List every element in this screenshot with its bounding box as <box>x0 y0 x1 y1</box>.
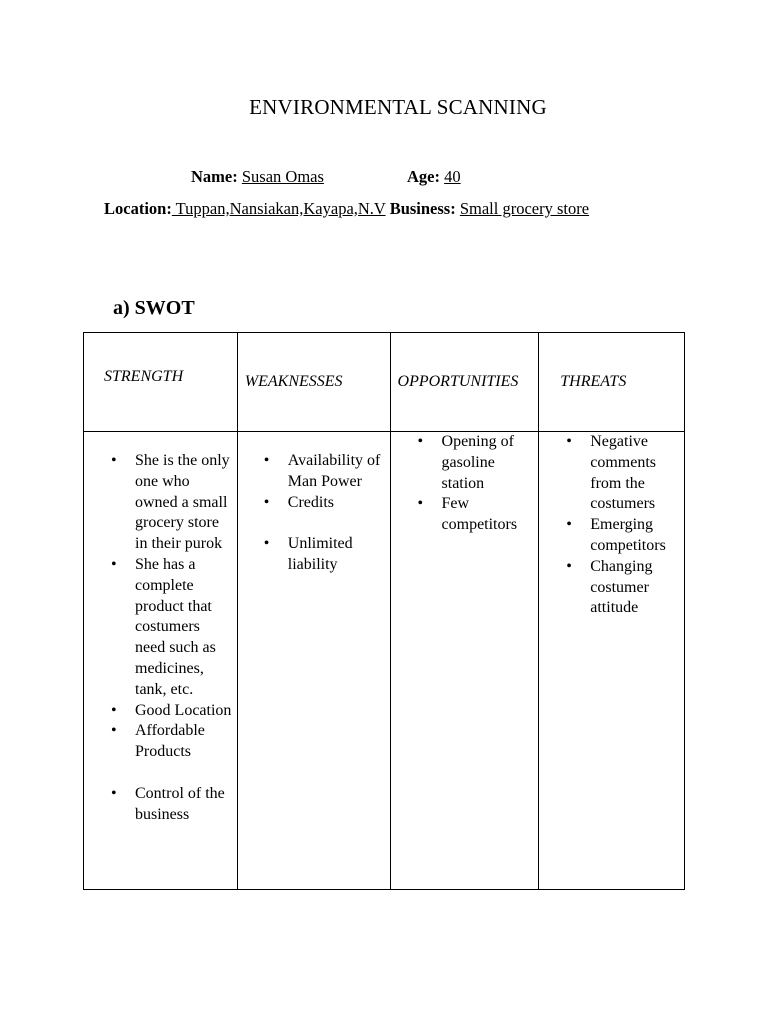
age-group <box>407 167 461 187</box>
list-item: • Emerging competitors <box>590 515 680 557</box>
header-strength: STRENGTH <box>84 333 238 432</box>
page-title: ENVIRONMENTAL SCANNING <box>249 95 547 119</box>
location-label: Location: <box>104 199 172 218</box>
age-label: Age: <box>407 167 440 186</box>
list-item: • Good Location <box>135 701 233 722</box>
list-item: • Affordable Products <box>135 721 233 763</box>
swot-body-row <box>84 432 685 890</box>
name-value: Susan Omas <box>241 167 324 186</box>
threats-cell <box>539 432 685 890</box>
location-value: Tuppan,Nansiakan,Kayapa,N.V <box>171 199 386 218</box>
list-item: • Changing costumer attitude <box>590 557 680 619</box>
list-item: • Opening of gasoline station <box>442 432 535 494</box>
weaknesses-list <box>288 432 390 576</box>
list-item: • Few competitors <box>442 494 535 536</box>
strength-list <box>135 432 237 825</box>
strength-cell <box>84 432 238 890</box>
list-item: • She has a complete product that costumers need such as medicines, tank, etc. <box>135 555 233 701</box>
opportunities-cell <box>390 432 539 890</box>
threats-list <box>590 432 684 619</box>
header-threats: THREATS <box>539 333 685 432</box>
swot-table <box>83 332 685 890</box>
section-heading-swot: a) SWOT <box>113 297 195 319</box>
location-business-line <box>104 199 589 219</box>
list-item: • Credits <box>288 493 386 514</box>
weaknesses-cell <box>237 432 390 890</box>
list-item: • Negative comments from the costumers <box>590 432 680 515</box>
age-value: 40 <box>444 167 461 186</box>
business-label: Business: <box>389 199 456 218</box>
header-weaknesses: WEAKNESSES <box>237 333 390 432</box>
list-item: • Availability of Man Power <box>288 451 386 493</box>
list-item: • She is the only one who owned a small grocery store in their purok <box>135 451 233 555</box>
name-age-line <box>191 167 461 187</box>
opportunities-list <box>442 432 539 536</box>
name-label: Name: <box>191 167 238 186</box>
business-value: Small grocery store <box>459 199 590 218</box>
list-item: • Control of the business <box>135 784 233 826</box>
header-opportunities: OPPORTUNITIES <box>390 333 539 432</box>
list-item: • Unlimited liability <box>288 534 386 576</box>
swot-header-row <box>84 333 685 432</box>
